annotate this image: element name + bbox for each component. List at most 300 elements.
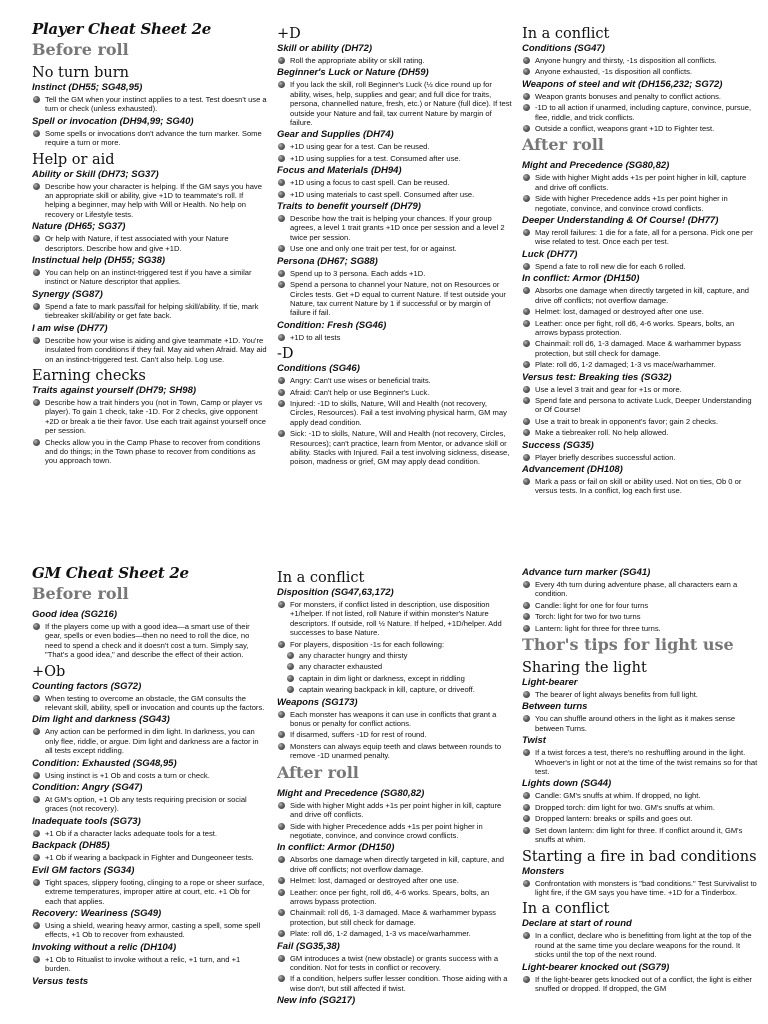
bullet-text: Player briefly describes successful action.: [535, 452, 676, 462]
gm-sheet-title: GM Cheat Sheet 2e: [32, 564, 189, 582]
bullet-item: [32, 268, 268, 287]
bullet-text: -1D to all action if unarmed, including capture, convince, pursue, flee, riddle, and trick conflicts.: [535, 103, 752, 122]
subheading: Backpack (DH85): [32, 840, 110, 852]
bullet-item: [522, 339, 758, 358]
bullet-text: Any action can be performed in dim light. In darkness, you can only flee, riddle, or argue. Dim light and darkness are a factor in all tests except riddling.: [45, 727, 259, 756]
bullet-icon: [278, 155, 285, 162]
bullet-item: [277, 908, 513, 927]
bullet-text: Side with higher Precedence adds +1s per point higher in negotiate, convince, and convince crowd conflicts.: [290, 821, 483, 840]
bullet-text: If a twist forces a test, there's no reshuffling around in the light. Whoever's in light or not at the time of the twist remains so for that test.: [535, 748, 758, 777]
bullet-icon: [523, 229, 530, 236]
bullet-text: Using instinct is +1 Ob and costs a turn or check.: [45, 770, 210, 780]
bullet-icon: [523, 478, 530, 485]
subheading: Versus tests: [32, 975, 89, 987]
bullet-item: [32, 829, 268, 838]
bullet-text: You can help on an instinct-triggered test if you have a similar instinct or Nature descriptor that applies.: [45, 268, 252, 287]
bullet-item: [277, 640, 513, 649]
bullet-item: [522, 428, 758, 437]
subheading: Inadequate tools (SG73): [32, 815, 141, 827]
bullet-text: Angry: Can't use wises or beneficial traits.: [290, 376, 431, 386]
bullet-item: [32, 95, 268, 114]
bullet-item: [522, 690, 758, 699]
bullet-icon: [287, 652, 294, 659]
bullet-icon: [523, 454, 530, 461]
bullet-icon: [33, 695, 40, 702]
bullet-item: [277, 710, 513, 729]
subheading: Declare at start of round: [522, 918, 632, 930]
bullet-text: Plate: roll d6, 1-2 damaged, 1-3 vs mace/warhammer.: [290, 929, 471, 939]
bullet-text: At GM's option, +1 Ob any tests requiring precision or social graces (not recovery).: [45, 795, 247, 814]
bullet-item: [277, 429, 513, 467]
bullet-icon: [278, 889, 285, 896]
bullet-text: Dropped torch: dim light for two. GM's snuffs at whim.: [535, 802, 715, 812]
subheading: Luck (DH77): [522, 248, 578, 260]
bullet-icon: [33, 830, 40, 837]
bullet-item: [522, 453, 758, 462]
bullet-item: [277, 929, 513, 938]
bullet-text: Describe how your character is helping. If the GM says you have an appropriate skill or ability, give +1D to teammate's roll. If helping a beginner, may help with Will or Health. No help on recovery or Lifestyle tests.: [45, 181, 262, 219]
bullet-icon: [278, 245, 285, 252]
bullet-icon: [33, 796, 40, 803]
bullet-item: [277, 822, 513, 841]
bullet-item: [277, 662, 513, 671]
bullet-icon: [523, 613, 530, 620]
bullet-text: Each monster has weapons it can use in conflicts that grant a bonus or penalty for conflict actions.: [290, 709, 497, 729]
bullet-text: Make a tiebreaker roll. No help allowed.: [535, 428, 669, 438]
section-heading: +Ob: [32, 663, 66, 680]
bullet-icon: [278, 400, 285, 407]
bullet-item: [522, 319, 758, 338]
bullet-icon: [278, 143, 285, 150]
bullet-icon: [523, 57, 530, 64]
subheading: Advance turn marker (SG41): [522, 567, 651, 578]
bullet-text: Describe how a trait hinders you (not in Town, Camp or player vs player). To gain 1 check, take -1D. For 2 checks, give opponent +2D or break a tie their favor. Use each trait against yourself once per session.: [45, 397, 266, 436]
bullet-icon: [278, 877, 285, 884]
bullet-icon: [278, 802, 285, 809]
bullet-item: [32, 727, 268, 755]
player-column-1: [32, 20, 268, 468]
bullet-item: [277, 954, 513, 973]
bullet-item: [32, 438, 268, 466]
bullet-icon: [278, 334, 285, 341]
bullet-item: [277, 269, 513, 278]
bullet-item: [277, 685, 513, 694]
bullet-icon: [33, 956, 40, 963]
bullet-icon: [33, 854, 40, 861]
bullet-text: Every 4th turn during adventure phase, all characters earn a condition.: [535, 580, 738, 599]
section-heading: Thor's tips for light use: [522, 635, 734, 655]
bullet-item: [522, 803, 758, 812]
bullet-icon: [278, 57, 285, 64]
bullet-icon: [278, 711, 285, 718]
bullet-item: [522, 601, 758, 610]
bullet-icon: [523, 715, 530, 722]
bullet-icon: [523, 320, 530, 327]
bullet-text: Use one and only one trait per test, for or against.: [290, 244, 457, 254]
subheading: Condition: Angry (SG47): [32, 782, 143, 794]
bullet-icon: [33, 337, 40, 344]
bullet-icon: [278, 270, 285, 277]
subheading: Weapons (SG173): [277, 696, 358, 708]
gm-column-3: [522, 566, 758, 995]
bullet-text: +1 Ob to Ritualist to invoke without a relic, +1 turn, and +1 burden.: [45, 954, 241, 974]
bullet-icon: [523, 804, 530, 811]
subheading: Ability or Skill (DH73; SG37): [32, 168, 159, 180]
section-heading: Before roll: [32, 584, 129, 603]
gm-cheat-sheet: [0, 544, 768, 1024]
bullet-item: [32, 336, 268, 364]
bullet-item: [32, 921, 268, 940]
bullet-text: You can shuffle around others in the light as it makes sense between Turns.: [535, 714, 736, 733]
subheading: In conflict: Armor (DH150): [277, 842, 395, 854]
subheading: Dim light and darkness (SG43): [32, 714, 170, 726]
subheading: Good idea (SG216): [32, 609, 117, 620]
bullet-text: Sick: -1D to skills, Nature, Will and Health (not recovery, Circles, Resources); can't practice, learn from Mentor, or advance skill or ability. Stacks with Injured. Fail a test involving sickness, disease, poison, madness or grief, GM may apply dead condition.: [290, 429, 510, 467]
bullet-icon: [278, 930, 285, 937]
bullet-icon: [523, 386, 530, 393]
subheading: In conflict: Armor (DH150): [522, 273, 640, 285]
subheading: Nature (DH65; SG37): [32, 221, 126, 233]
bullet-text: May reroll failures: 1 die for a fate, all for a persona. Pick one per wise related to test. Once each per test.: [535, 228, 753, 247]
bullet-item: [277, 154, 513, 163]
section-heading: +D: [277, 26, 301, 42]
bullet-icon: [523, 976, 530, 983]
bullet-item: [522, 360, 758, 369]
bullet-item: [522, 580, 758, 599]
bullet-icon: [33, 772, 40, 779]
bullet-text: +1D using gear for a test. Can be reused.: [290, 142, 430, 152]
subheading: Weapons of steel and wit (DH156,232; SG72): [522, 78, 723, 90]
bullet-icon: [33, 399, 40, 406]
bullet-item: [277, 876, 513, 885]
bullet-icon: [523, 93, 530, 100]
bullet-icon: [278, 909, 285, 916]
bullet-icon: [278, 743, 285, 750]
bullet-text: Tell the GM when your instinct applies to a test. Test doesn't use a turn or check (unless exhausted).: [45, 95, 267, 114]
bullet-item: [522, 477, 758, 496]
section-heading: Before roll: [32, 40, 129, 59]
page-gap: [0, 512, 768, 544]
player-sheet-title: Player Cheat Sheet 2e: [32, 20, 211, 38]
bullet-text: +1D using a focus to cast spell. Can be reused.: [290, 178, 450, 188]
bullet-item: [522, 385, 758, 394]
bullet-text: If the light-bearer gets knocked out of a conflict, the light is either snuffed or dropped. If dropped, the GM: [535, 974, 752, 993]
bullet-icon: [33, 183, 40, 190]
player-column-2: [277, 22, 513, 469]
bullet-text: captain in dim light or darkness, except in riddling: [299, 673, 465, 683]
bullet-icon: [278, 856, 285, 863]
bullet-icon: [278, 179, 285, 186]
bullet-icon: [278, 81, 285, 88]
bullet-text: Weapon grants bonuses and penalty to conflict actions.: [535, 91, 722, 101]
bullet-item: [32, 182, 268, 220]
bullet-icon: [523, 104, 530, 111]
section-heading: Help or aid: [32, 151, 115, 168]
bullet-item: [522, 624, 758, 633]
bullet-item: [522, 286, 758, 305]
bullet-icon: [33, 303, 40, 310]
bullet-text: Chainmail: roll d6, 1-3 damaged. Mace & warhammer bypass protection, but still check for damage.: [290, 908, 496, 927]
bullet-item: [277, 80, 513, 127]
bullet-item: [277, 801, 513, 820]
bullet-text: Helmet: lost, damaged or destroyed after one use.: [535, 307, 704, 317]
subheading: Success (SG35): [522, 439, 594, 451]
bullet-text: For monsters, if conflict listed in description, use disposition +1/helper. If not listed, roll Nature if within monster's Nature descriptors. If outside, roll ½ Nature. If helped, +1D/helper. Add successes to base Nature.: [290, 600, 502, 638]
bullet-icon: [523, 125, 530, 132]
bullet-text: Side with higher Might adds +1s per point higher in kill, capture and drive off conflicts.: [290, 800, 502, 820]
bullet-item: [277, 730, 513, 739]
bullet-item: [522, 879, 758, 898]
bullet-item: [522, 791, 758, 800]
subheading: Conditions (SG47): [522, 43, 605, 54]
bullet-icon: [33, 879, 40, 886]
section-heading: After roll: [522, 135, 604, 155]
bullet-text: Checks allow you in the Camp Phase to recover from conditions and do things; in the Town phase to recover from conditions as you approach town.: [45, 437, 261, 466]
section-heading: Starting a fire in bad conditions: [522, 848, 757, 865]
bullet-item: [277, 742, 513, 761]
bullet-item: [522, 228, 758, 247]
subheading: Instinctual help (DH55; SG38): [32, 255, 166, 267]
subheading: Condition: Exhausted (SG48,95): [32, 757, 177, 769]
bullet-icon: [33, 623, 40, 630]
bullet-item: [522, 124, 758, 133]
bullet-item: [277, 333, 513, 342]
subheading: Traits against yourself (DH79; SH98): [32, 384, 197, 396]
subheading: Counting factors (SG72): [32, 680, 142, 692]
bullet-text: For players, disposition -1s for each following:: [290, 639, 445, 649]
bullet-text: Describe how the trait is helping your chances. If your group agrees, a level 1 trait grants +1D once per session and a level 2 twice per session.: [290, 214, 505, 242]
bullet-item: [277, 651, 513, 660]
bullet-item: [522, 714, 758, 733]
section-heading: In a conflict: [522, 26, 610, 42]
bullet-icon: [287, 675, 294, 682]
gm-column-2: [277, 566, 513, 1006]
bullet-icon: [523, 418, 530, 425]
bullet-text: Spend a fate to mark pass/fail for helping skill/ability. If tie, mark tiebreaker skill/ability or get fate back.: [45, 301, 259, 321]
bullet-icon: [523, 308, 530, 315]
bullet-text: Spend a persona to channel your Nature, not on Resources or Circles tests. Get +D equal to current Nature. If test outside your Nature, tax current Nature by 1 if successful or by margin of failure if fail.: [290, 280, 506, 318]
subheading: Instinct (DH55; SG48,95): [32, 82, 143, 93]
bullet-item: [32, 622, 268, 660]
subheading: Evil GM factors (SG34): [32, 864, 135, 876]
subheading: Invoking without a relic (DH104): [32, 941, 177, 953]
bullet-text: Absorbs one damage when directly targeted in kill, capture, and drive off conflicts; not overflow damage.: [535, 286, 750, 305]
bullet-icon: [278, 731, 285, 738]
bullet-item: [522, 612, 758, 621]
bullet-icon: [278, 601, 285, 608]
bullet-item: [277, 142, 513, 151]
bullet-text: +1D using supplies for a test. Consumed after use.: [290, 153, 461, 163]
section-heading: -D: [277, 346, 294, 363]
bullet-item: [32, 234, 268, 253]
subheading: Twist: [522, 735, 546, 747]
bullet-item: [522, 307, 758, 316]
bullet-item: [277, 280, 513, 318]
bullet-item: [522, 103, 758, 122]
bullet-item: [32, 771, 268, 780]
section-heading: In a conflict: [277, 570, 365, 586]
bullet-text: Dropped lantern: breaks or spills and goes out.: [535, 814, 693, 824]
bullet-text: Describe how your wise is aiding and give teammate +1D. You're insulated from conditions if they fail. May aid when Afraid. May aid on an instinct-triggered test. Can't also help. Log use.: [45, 335, 267, 364]
bullet-item: [522, 814, 758, 823]
bullet-item: [277, 855, 513, 874]
bullet-icon: [523, 287, 530, 294]
subheading: Recovery: Weariness (SG49): [32, 907, 162, 919]
bullet-item: [32, 129, 268, 148]
bullet-text: If you lack the skill, roll Beginner's Luck (½ dice round up for ability, wises, help, supplies and gear; and full dice for traits, persona, channelled nature, fresh, etc.) or Nature (full dice). If test outside your Nature and fail, tax current Nature by margin of failure.: [290, 80, 512, 128]
bullet-text: Absorbs one damage when directly targeted in kill, capture, and drive off conflicts; not overflow damage.: [290, 855, 505, 874]
bullet-item: [277, 244, 513, 253]
subheading: Condition: Fresh (SG46): [277, 319, 387, 331]
subheading: Beginner's Luck or Nature (DH59): [277, 67, 429, 79]
subheading: Monsters: [522, 865, 565, 877]
bullet-icon: [278, 191, 285, 198]
section-heading: Sharing the light: [522, 660, 647, 677]
bullet-icon: [523, 691, 530, 698]
bullet-icon: [523, 263, 530, 270]
bullet-item: [522, 173, 758, 192]
bullet-item: [32, 694, 268, 713]
bullet-item: [277, 214, 513, 242]
bullet-icon: [278, 955, 285, 962]
subheading: Advancement (DH108): [522, 463, 623, 475]
bullet-text: any character hungry and thirsty: [299, 651, 408, 661]
bullet-icon: [33, 439, 40, 446]
bullet-text: Spend up to 3 persona. Each adds +1D.: [290, 268, 426, 278]
bullet-item: [522, 92, 758, 101]
bullet-item: [522, 67, 758, 76]
gm-column-1: [32, 564, 268, 987]
bullet-icon: [33, 922, 40, 929]
bullet-item: [522, 931, 758, 959]
bullet-icon: [278, 215, 285, 222]
subheading: Between turns: [522, 701, 588, 713]
section-heading: After roll: [277, 762, 359, 782]
bullet-text: Outside a conflict, weapons grant +1D to Fighter test.: [535, 124, 715, 134]
bullet-icon: [33, 235, 40, 242]
bullet-item: [32, 795, 268, 814]
bullet-icon: [523, 581, 530, 588]
bullet-icon: [523, 174, 530, 181]
bullet-text: Monsters can always equip teeth and claws between rounds to remove -1D unarmed penalty.: [290, 741, 502, 761]
bullet-icon: [523, 792, 530, 799]
bullet-text: When testing to overcome an obstacle, the GM consults the relevant skill, ability, spell or invocation and counts up the factors.: [45, 693, 265, 713]
bullet-icon: [523, 880, 530, 887]
subheading: Light-bearer knocked out (SG79): [522, 961, 670, 973]
bullet-item: [277, 178, 513, 187]
bullet-icon: [523, 429, 530, 436]
section-heading: Earning checks: [32, 367, 146, 384]
bullet-icon: [523, 340, 530, 347]
bullet-item: [522, 748, 758, 776]
bullet-item: [277, 388, 513, 397]
bullet-text: +1 Ob if wearing a backpack in Fighter and Dungeoneer tests.: [45, 853, 254, 863]
bullet-text: Lantern: light for three for three turns.: [535, 623, 661, 633]
bullet-icon: [278, 281, 285, 288]
bullet-text: Side with higher Precedence adds +1s per point higher in negotiate, convince, and convince crowd conflicts.: [535, 194, 728, 213]
bullet-icon: [523, 827, 530, 834]
bullet-icon: [523, 397, 530, 404]
bullet-icon: [523, 749, 530, 756]
bullet-text: Set down lantern: dim light for three. If conflict around it, GM's snuffs at whim.: [535, 825, 743, 845]
bullet-item: [277, 56, 513, 65]
bullet-text: Use a trait to break in opponent's favor; gain 2 checks.: [535, 416, 718, 426]
bullet-text: Confrontation with monsters is "bad conditions." Test Survivalist to light fire, if the GM says you have time. +1D for a Tinderbox.: [535, 878, 757, 897]
bullet-icon: [523, 361, 530, 368]
bullet-text: Roll the appropriate ability or skill rating.: [290, 56, 425, 65]
bullet-icon: [33, 130, 40, 137]
bullet-icon: [278, 430, 285, 437]
bullet-item: [277, 888, 513, 907]
subheading: Lights down (SG44): [522, 778, 612, 790]
bullet-icon: [523, 68, 530, 75]
section-heading: No turn burn: [32, 65, 129, 81]
bullet-item: [32, 398, 268, 436]
bullet-item: [522, 194, 758, 213]
bullet-text: Candle: GM's snuffs at whim. If dropped, no light.: [535, 791, 701, 801]
bullet-icon: [287, 663, 294, 670]
subheading: Spell or invocation (DH94,99; SG40): [32, 115, 194, 127]
bullet-item: [32, 878, 268, 906]
bullet-text: The bearer of light always benefits from full light.: [535, 690, 698, 700]
bullet-icon: [278, 389, 285, 396]
bullet-text: Or help with Nature, if test associated with your Nature descriptors. Describe how and give +1D.: [45, 234, 229, 253]
bullet-icon: [33, 269, 40, 276]
bullet-text: Injured: -1D to skills, Nature, Will and Health (not recovery, Circles, Resources). Fail a test involving physical harm, GM may apply dead condition.: [290, 398, 507, 427]
bullet-text: Tight spaces, slippery footing, clinging to a rope or sheer surface, extreme temperatures, improper attire at court, etc. +1 Ob for each that applies.: [45, 877, 265, 906]
bullet-text: Spend fate and persona to activate Luck, Deeper Understanding or Of Course!: [535, 395, 752, 415]
bullet-icon: [278, 377, 285, 384]
bullet-text: In a conflict, declare who is benefitting from light at the top of the round at the same time you declare weapons for the round. It sticks until the top of the next round.: [535, 931, 752, 960]
bullet-icon: [278, 641, 285, 648]
bullet-text: Side with higher Might adds +1s per point higher in kill, capture and drive off conflicts.: [535, 173, 747, 192]
bullet-text: Use a level 3 trait and gear for +1s or more.: [535, 384, 682, 394]
bullet-icon: [287, 686, 294, 693]
subheading: Skill or ability (DH72): [277, 43, 373, 54]
bullet-text: Some spells or invocations don't advance the turn marker. Some require a turn or more.: [45, 128, 262, 148]
bullet-text: +1D to all tests: [290, 332, 341, 342]
bullet-text: If disarmed, suffers -1D for rest of round.: [290, 730, 427, 740]
bullet-text: +1 Ob if a character lacks adequate tools for a test.: [45, 828, 218, 838]
subheading: Fail (SG35,38): [277, 940, 340, 952]
subheading: Light-bearer: [522, 677, 578, 689]
bullet-text: Candle: light for one for four turns: [535, 600, 649, 610]
bullet-text: If a condition, helpers suffer lesser condition. Those aiding with a wise don't, but still affected if twist.: [290, 974, 508, 993]
bullet-icon: [33, 96, 40, 103]
subheading: New info (SG217): [277, 995, 356, 1007]
bullet-text: Using a shield, wearing heavy armor, casting a spell, some spell effects, +1 Ob to recover from exhausted.: [45, 920, 261, 940]
subheading: Traits to benefit yourself (DH79): [277, 201, 421, 213]
bullet-text: any character exhausted: [299, 662, 383, 672]
bullet-text: +1D using materials to cast spell. Consumed after use.: [290, 189, 475, 199]
bullet-text: GM introduces a twist (new obstacle) or grants success with a condition. Not for tests in conflict or recovery.: [290, 953, 499, 972]
bullet-icon: [523, 602, 530, 609]
bullet-text: captain wearing backpack in kill, capture, or driveoff.: [299, 685, 475, 695]
bullet-item: [32, 302, 268, 321]
subheading: Gear and Supplies (DH74): [277, 129, 394, 141]
bullet-text: Spend a fate to roll new die for each 6 rolled.: [535, 261, 686, 271]
subheading: Focus and Materials (DH94): [277, 165, 402, 177]
bullet-item: [522, 262, 758, 271]
bullet-text: Plate: roll d6, 1-2 damaged; 1-3 vs mace/warhammer.: [535, 360, 716, 370]
bullet-item: [277, 600, 513, 638]
subheading: Deeper Understanding & Of Course! (DH77): [522, 215, 719, 227]
bullet-text: Mark a pass or fail on skill or ability used. Not on ties, Ob 0 or versus tests. In a conflict, log each first use.: [535, 476, 742, 496]
bullet-item: [522, 396, 758, 415]
bullet-icon: [278, 975, 285, 982]
bullet-text: Afraid: Can't help or use Beginner's Luck.: [290, 387, 430, 397]
subheading: Might and Precedence (SG80,82): [277, 787, 425, 799]
